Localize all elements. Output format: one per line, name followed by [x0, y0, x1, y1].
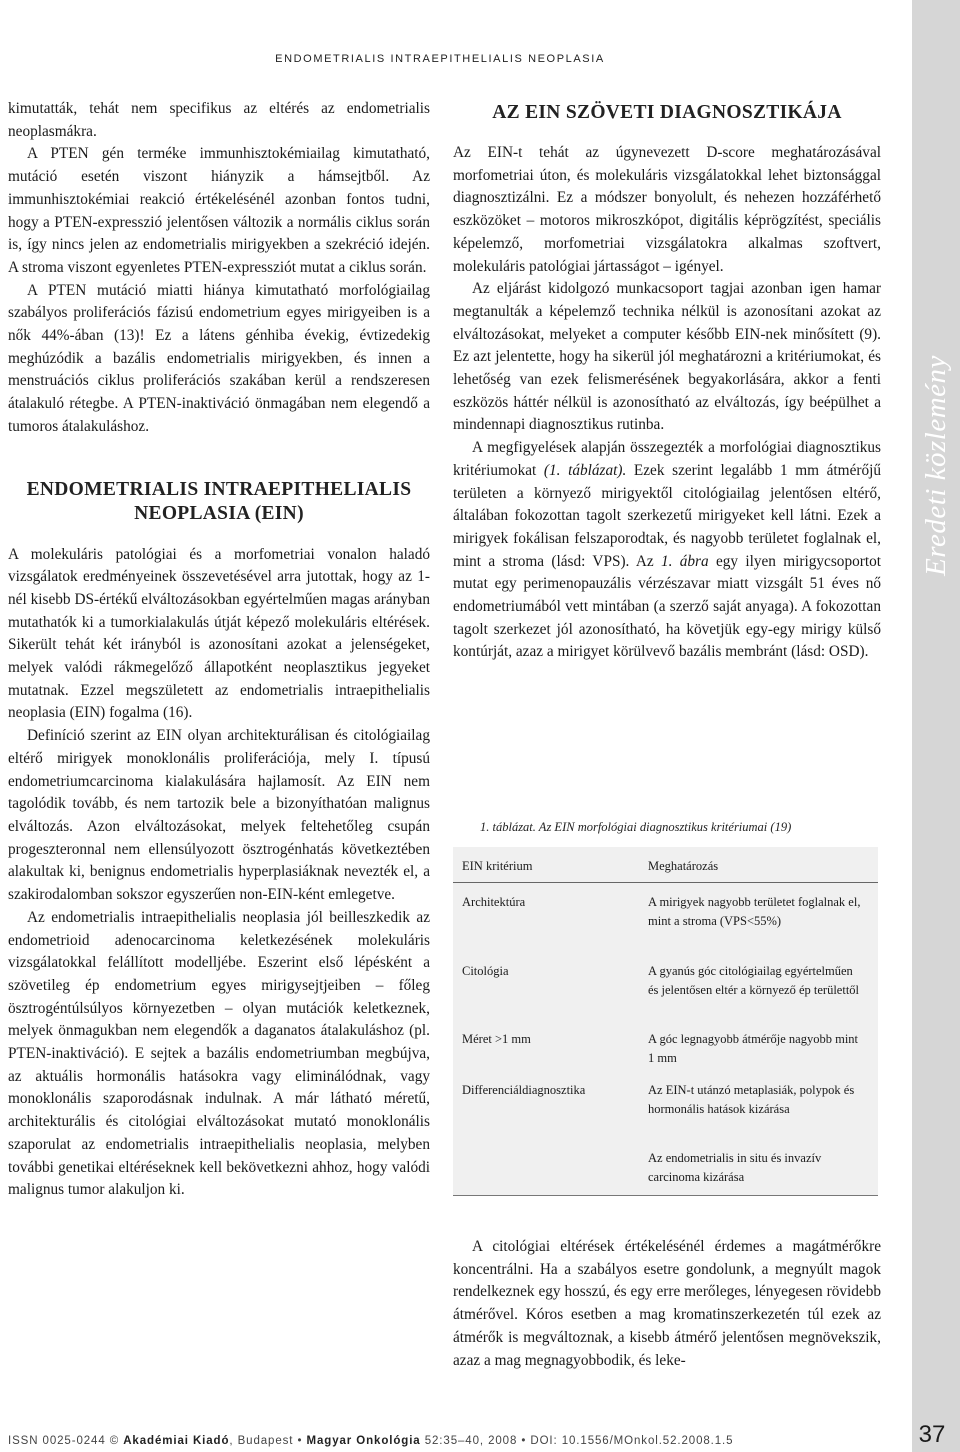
section-title-diagnostics: AZ EIN SZÖVETI DIAGNOSZTIKÁJA	[492, 102, 842, 123]
journal-name: Magyar Onkológia	[306, 1435, 421, 1447]
paragraph: A PTEN gén terméke immunhisztokémiailag kimutatható, mutáció esetén viszont hiányzik a hámsejtből. Az immunhisztokémiai reakció értékelésénél azonban fontos tudni, hogy a PTEN-expresszió jelentősen változik a normális ciklus során is, így nincs jelen az endometrialis mirigyekben a szekréció idején. A stroma viszont egyenletes PTEN-expressziót mutat a ciklus során.	[8, 145, 430, 276]
footer-citation: ISSN 0025-0244 © Akadémiai Kiadó, Budapest • Magyar Onkológia 52:35–40, 2008 • DOI: 10.1556/MOnkol.52.2008.1.5	[8, 1435, 734, 1447]
right-column	[453, 98, 881, 664]
left-column	[8, 98, 430, 1202]
paragraph: kimutatták, tehát nem specifikus az eltérés az endometrialis neoplasmákra.	[8, 100, 430, 140]
figure-reference: 1. ábra	[660, 552, 709, 570]
paragraph: Definíció szerint az EIN olyan architekturálisan és citológiailag eltérő mirigyek monoklonális proliferációja, mely I. típusú endometriumcarcinoma kialakulására hajlamosít. Az EIN nem tagolódik tovább, és nem tartozik bele a bizonyíthatóan malignus elváltozás. Azon elváltozásokat, melyek feltehetőleg csupán progeszteronnal nem ellensúlyozott ösztrogénhatás következtében alakultak ki, benignus endometrialis hyperplasiáknak nevezték el, a szakirodalomban sokszor egyszerűen non-EIN-ként emlegetve.	[8, 727, 430, 904]
paragraph: Az eljárást kidolgozó munkacsoport tagjai azonban igen hamar megtanulták a képelemző technika nélkül is azonosítani azokat az elváltozásokat, melyeket a computer később EIN-nek minősített (9). Ez azt jelentette, hogy ha sikerül jól meghatározni a kritériumokat, és lehetőség van ezek felismerésének begyakorlására, akkor a fenti eszközös háttér nélkül is azonosítható az elváltozás, így beépülhet a mindennapi diagnosztikus rutinba.	[453, 280, 881, 434]
criteria-table	[453, 847, 878, 1196]
table-cell: Az EIN-t utánzó metaplasiák, polypok és hormonális hatások kizárása	[648, 1083, 855, 1116]
article-type-label: Eredeti közlemény	[919, 354, 952, 576]
table-reference: (1. táblázat).	[543, 461, 627, 479]
table-cell: Citológia	[462, 964, 509, 978]
section-title-ein: ENDOMETRIALIS INTRAEPITHELIALIS NEOPLASIA (EIN)	[26, 478, 412, 524]
table-header-criterion: EIN kritérium	[462, 859, 533, 873]
paragraph: A molekuláris patológiai és a morfometriai vonalon haladó vizsgálatok eredményeinek összevetésével arra jutottak, hogy az 1-nél kisebb DS-értékű elváltozásokban egyértelműen magas arányban mutathatók ki a tumorkialakulás útját képező molekuláris eltérések. Sikerült tehát két irányból is azonosítani azokat a jelenségeket, melyek valódi rákmegelőző állapotként neoplasztikus jegyeket mutatnak. Ezzel megszületett az endometrialis intraepithelialis neoplasia (EIN) fogalma (16).	[8, 545, 430, 722]
table-cell: A gyanús góc citológiailag egyértelműen és jelentősen eltér a környező ép területtől	[648, 964, 860, 997]
paragraph: A PTEN mutáció miatti hiánya kimutatható morfológiailag szabályos proliferációs fázisú endometrium egyes mirigyeiben is a nők 44%-ában (13)! Ez a látens génhiba évekig, évtizedekig meghúzódik a bazális endometrialis mirigyekben, és innen a menstruációs ciklus proliferációs szakában kerül a rendszeresen átalakuló rétegbe. A PTEN-inaktiváció önmagában nem elegendő a tumoros átalakuláshoz.	[8, 281, 430, 435]
publisher-name: Akadémiai Kiadó	[123, 1435, 230, 1447]
table-cell: Méret >1 mm	[462, 1032, 531, 1046]
table-cell: Az endometrialis in situ és invazív carcinoma kizárása	[648, 1151, 822, 1184]
table-caption: 1. táblázat. Az EIN morfológiai diagnosztikus kritériumai (19)	[480, 820, 792, 834]
table-header-divider	[453, 882, 878, 883]
table-cell: A góc legnagyobb átmérője nagyobb mint 1 mm	[648, 1032, 859, 1065]
running-header: ENDOMETRIALIS INTRAEPITHELIALIS NEOPLASIA	[275, 53, 605, 65]
paragraph: Az endometrialis intraepithelialis neoplasia jól beilleszkedik az endometrioid adenocarcinoma keletkezésének molekuláris vizsgálatokkal felállított modelljébe. Eszerint első lépésként a szövetileg ép endometrium egyes mirigysejtjeiben – főleg ösztrogéntúlsúlyos környezetben – olyan mutációk keletkeznek, melyek önmagukban nem elegendők a daganatos átalakuláshoz (pl. PTEN-inaktiváció). E sejtek a bazális endometriumban megbújva, az aktuális hormonális hatásokra vagy eliminálódnak, vagy monoklonális szaporodásnak indulnak. A már látható méretű, architekturális és citológiai elváltozásokat mutató monoklonális szaporulat az endometrialis intraepithelialis neoplasia, melyben további genetikai eltéréseknek kell bekövetkezni ahhoz, hogy valódi malignus tumor alakuljon ki.	[8, 908, 430, 1199]
table-cell: Architektúra	[462, 895, 526, 909]
right-column-bottom	[453, 1236, 881, 1372]
paragraph: Az EIN-t tehát az úgynevezett D-score meghatározásával morfometriai úton, és molekuláris vizsgálatokkal lehet biztonsággal diagnosztizálni. Ez a módszer bonyolult, és nehezen hozzáférhető eszközöket – motoros mikroszkópot, digitális képrögzítést, speciális képelemző, morfometriai vizsgálatokra alkalmas szoftvert, molekuláris patológiai jártasságot – igényel.	[453, 144, 881, 275]
table-cell: Differenciáldiagnosztika	[462, 1083, 586, 1097]
paragraph: A citológiai eltérések értékelésénél érdemes a magátmérőkre koncentrálni. Ha a szabályos esetre gondolunk, a megnyúlt magok rendelkeznek egy hosszú, és egy erre merőleges, lényegesen rövidebb átmérővel. Kóros esetben a mag kromatinszerkezetén túl ezek az átmérők is megváltoznak, a kisebb átmérő jelentősen megnövekszik, azaz a mag megnagyobbodik, és leke-	[453, 1238, 881, 1369]
table-header-definition: Meghatározás	[648, 859, 719, 873]
paragraph: A megfigyelések alapján összegezték a morfológiai diagnosztikus kritériumokat (1. táblázat). Ezek szerint legalább 1 mm átmérőjű területen a környező mirigyektől citológiailag jelentősen eltérő, általában fokozottan tagolt szerkezetű mirigyeket kell látni. Ezek a mirigyek fokálisan felszaporodtak, és nagyobb területet foglalnak el, mint a stroma (lásd: VPS). Az 1. ábra egy ilyen mirigycsoportot mutat egy perimenopauzális vérzészavar miatt vizsgált 51 éves nő endometriumából vett mintában (a szerző saját anyaga). A fokozottan tagolt szerkezet jól azonosítható, ha követjük egy-egy mirigy külső kontúrját, azaz a mirigyet körülvevő bazális membránt (lásd: OSD).	[453, 439, 881, 661]
sidebar-band	[912, 0, 960, 1452]
table-cell: A mirigyek nagyobb területet foglalnak el, mint a stroma (VPS<55%)	[648, 895, 861, 928]
page-number: 37	[918, 1421, 946, 1448]
